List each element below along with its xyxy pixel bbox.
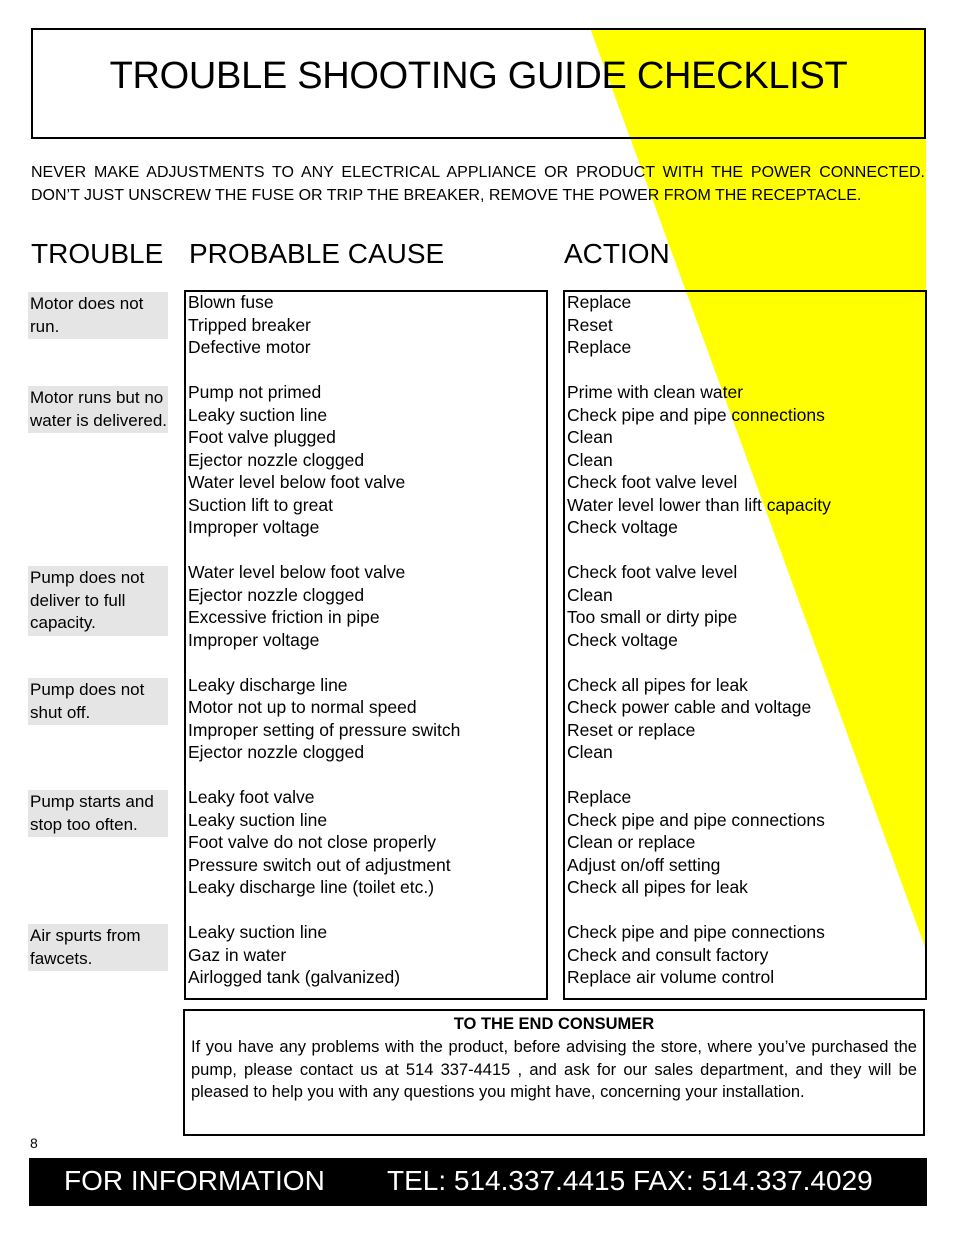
action-line: Clean: [567, 449, 613, 470]
cause-line: Defective motor: [188, 337, 311, 357]
action-line: Replace: [567, 292, 632, 312]
page-number: 8: [30, 1135, 38, 1151]
action-line: Reset: [567, 314, 613, 335]
action-line: Check pipe and pipe connections: [567, 809, 825, 830]
trouble-header: TROUBLE: [31, 238, 164, 269]
action-line: Check all pipes for leak: [567, 877, 748, 897]
cause-line: Excessive friction in pipe: [188, 607, 380, 627]
cause-group: [188, 291, 460, 359]
action-line: Check and consult factory: [567, 944, 769, 965]
trouble-item: Pump does not shut off.: [28, 678, 168, 725]
trouble-item: Motor runs but no water is delivered.: [28, 386, 168, 433]
action-line: Check foot valve level: [567, 472, 738, 492]
action-line: Too small or dirty pipe: [567, 607, 738, 627]
cause-group: [188, 674, 460, 764]
cause-line: Leaky suction line: [188, 809, 328, 830]
action-line: Reset or replace: [567, 719, 696, 740]
cause-line: Improper voltage: [188, 517, 320, 537]
cause-line: Pressure switch out of adjustment: [188, 854, 451, 875]
trouble-item: Pump does not deliver to full capacity.: [28, 566, 168, 636]
cause-header: PROBABLE CAUSE: [189, 238, 445, 269]
action-line: Clean or replace: [567, 832, 696, 852]
trouble-item: Air spurts from fawcets.: [28, 924, 168, 971]
cause-line: Foot valve plugged: [188, 427, 336, 447]
cause-group: [188, 561, 460, 651]
cause-line: Improper setting of pressure switch: [188, 719, 461, 740]
cause-line: Ejector nozzle clogged: [188, 742, 365, 762]
cause-list: [188, 291, 460, 1011]
action-line: Check voltage: [567, 629, 678, 650]
action-group: [567, 561, 831, 651]
action-line: Check pipe and pipe connections: [567, 404, 825, 425]
action-line: Clean: [567, 427, 613, 447]
cause-line: Airlogged tank (galvanized): [188, 967, 401, 987]
cause-line: Water level below foot valve: [188, 472, 406, 492]
action-line: Prime with clean water: [567, 382, 744, 402]
action-line: Replace: [567, 337, 632, 357]
cause-line: Leaky suction line: [188, 404, 328, 425]
action-group: [567, 381, 831, 539]
cause-line: Pump not primed: [188, 382, 322, 402]
action-group: [567, 291, 831, 359]
cause-line: Improper voltage: [188, 629, 320, 650]
action-group: [567, 786, 831, 899]
action-line: Check power cable and voltage: [567, 697, 812, 717]
action-line: Clean: [567, 584, 613, 605]
action-line: Clean: [567, 742, 613, 762]
action-line: Check all pipes for leak: [567, 674, 748, 695]
cause-line: Blown fuse: [188, 292, 274, 312]
action-line: Replace air volume control: [567, 967, 775, 987]
cause-line: Suction lift to great: [188, 494, 333, 515]
cause-line: Water level below foot valve: [188, 562, 406, 582]
cause-line: Leaky suction line: [188, 922, 328, 942]
cause-line: Foot valve do not close properly: [188, 832, 437, 852]
safety-warning: NEVER MAKE ADJUSTMENTS TO ANY ELECTRICAL APPLIANCE OR PRODUCT WITH THE POWER CONNECTED. DON’T JUST UNSCREW THE FUSE OR TRIP THE BREAKER, REMOVE THE POWER FROM THE RECEPTACLE.: [31, 164, 925, 204]
action-line: Check foot valve level: [567, 562, 738, 582]
cause-line: Leaky foot valve: [188, 787, 315, 807]
cause-line: Tripped breaker: [188, 314, 311, 335]
cause-line: Ejector nozzle clogged: [188, 449, 365, 470]
consumer-text: If you have any problems with the product, before advising the store, where you’ve purchased the pump, please contact us at 514 337-4415 , and ask for our sales department, and they will be pleased to help you with any questions you might have, concerning your installation.: [191, 1038, 917, 1101]
action-line: Adjust on/off setting: [567, 854, 721, 875]
cause-line: Leaky discharge line: [188, 674, 348, 695]
cause-group: [188, 381, 460, 539]
footer-contact: TEL: 514.337.4415 FAX: 514.337.4029: [387, 1165, 873, 1196]
footer-info: FOR INFORMATION: [64, 1165, 325, 1196]
cause-line: Ejector nozzle clogged: [188, 584, 365, 605]
action-list: [567, 291, 831, 1011]
action-group: [567, 921, 831, 989]
trouble-item: Pump starts and stop too often.: [28, 790, 168, 837]
consumer-title: TO THE END CONSUMER: [453, 1015, 655, 1033]
action-group: [567, 674, 831, 764]
page-title: TROUBLE SHOOTING GUIDE CHECKLIST: [109, 55, 848, 97]
action-line: Replace: [567, 787, 632, 807]
action-header: ACTION: [564, 238, 670, 269]
action-line: Check pipe and pipe connections: [567, 922, 825, 942]
action-line: Water level lower than lift capacity: [567, 494, 831, 515]
cause-line: Gaz in water: [188, 944, 287, 965]
cause-line: Leaky discharge line (toilet etc.): [188, 877, 435, 897]
cause-group: [188, 921, 460, 989]
trouble-item: Motor does not run.: [28, 292, 168, 339]
action-line: Check voltage: [567, 517, 678, 537]
cause-line: Motor not up to normal speed: [188, 697, 417, 717]
cause-group: [188, 786, 460, 899]
